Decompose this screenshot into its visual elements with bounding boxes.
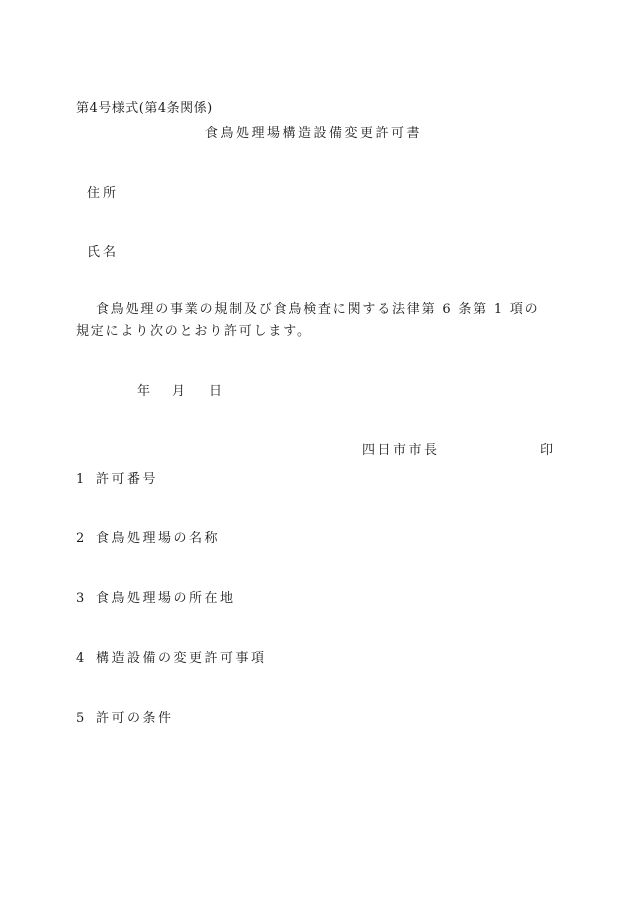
item-number: 1: [76, 472, 85, 487]
item-number: 2: [76, 531, 85, 546]
seal-mark: 印: [540, 443, 554, 458]
issuer-title: 四日市市長: [362, 443, 440, 458]
name-label: 氏名: [87, 245, 120, 260]
item-label: 許可の条件: [96, 711, 174, 726]
form-number: 第4号様式(第4条関係): [76, 101, 213, 116]
item-facility-name: [76, 527, 220, 546]
date-month-label: 月: [172, 384, 186, 399]
item-label: 食鳥処理場の名称: [96, 531, 221, 546]
item-permit-number: [76, 468, 158, 487]
item-label: 食鳥処理場の所在地: [96, 591, 236, 606]
item-number: 4: [76, 651, 85, 666]
date-row: [76, 380, 276, 398]
permit-body-text: 食鳥処理の事業の規制及び食鳥検査に関する法律第 6 条第 1 項の規定により次のとおり許可します。: [76, 302, 540, 339]
item-change-matters: [76, 647, 267, 666]
item-label: 構造設備の変更許可事項: [96, 651, 267, 666]
item-number: 5: [76, 711, 85, 726]
item-label: 許可番号: [96, 472, 159, 487]
address-label: 住所: [87, 186, 120, 201]
document-title: 食鳥処理場構造設備変更許可書: [205, 126, 423, 141]
date-day-label: 日: [209, 384, 223, 399]
date-year-label: 年: [137, 384, 151, 399]
item-number: 3: [76, 591, 85, 606]
item-permit-conditions: [76, 707, 174, 726]
item-facility-location: [76, 587, 236, 606]
